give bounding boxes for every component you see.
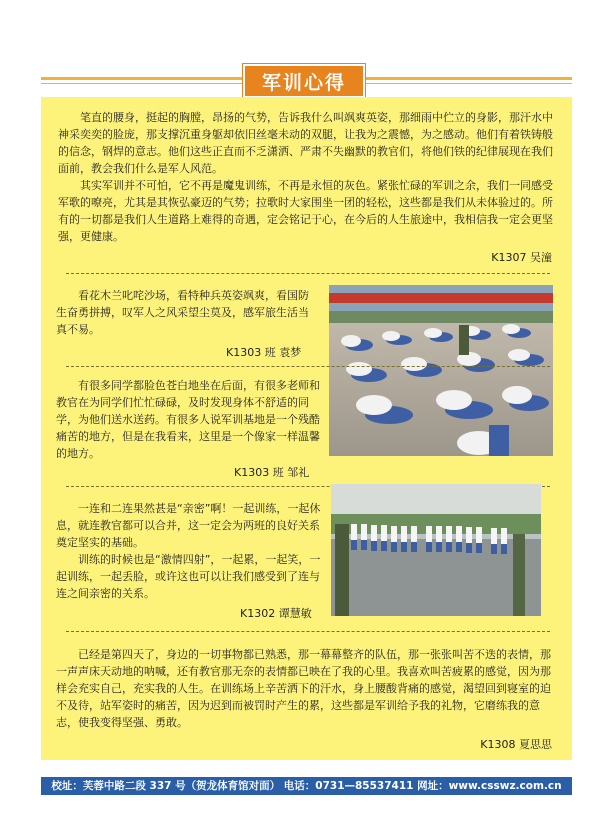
section-5-signature: K1308 夏思思 [480, 738, 552, 751]
section-5-text [56, 646, 553, 731]
section-2-signature: K1303 班 袁梦 [226, 346, 302, 359]
formation-drill-photo [331, 484, 541, 616]
title-badge [243, 64, 365, 98]
formation-drill-image [331, 484, 541, 616]
pushup-training-image [329, 285, 553, 456]
paragraph: 一连和二连果然甚是“亲密”啊！一起训练，一起休息，就连教官都可以合并，这一定会为两班的良好关系奠定坚实的基础。 [56, 502, 321, 549]
paragraph: 已经是第四天了，身边的一切事物都已熟悉，那一幕幕整齐的队伍，那一张张叫苦不迭的表情，那一声声床天动地的呐喊，还有教官那无奈的表情都已映在了我的心里。我喜欢叫苦疲累的感觉，因为那样会充实自己，充实我的人生。在训练场上辛苦洒下的汗水，身上腰酸背痛的感觉，渴望回到寝室的迫不及待，站军姿时的痛苦，因为迟到而被罚时产生的累，这些都是军训给予我的礼物，它磨练我的意志，使我变得坚强、勇敢。 [56, 648, 551, 729]
section-4-signature: K1302 谭慧敏 [240, 607, 312, 620]
paragraph: 其实军训并不可怕，它不再是魔鬼训练，不再是永恒的灰色。紧张忙碌的军训之余，我们一同感受军歌的嘹亮，尤其是其恢弘豪迈的气势；拉歌时大家围坐一团的轻松，这些都是我们从未体验过的。所有的一切都是我们人生道路上难得的奇遇，定会铭记于心，在今后的人生旅途中，我相信我一定会更坚强，更健康。 [58, 179, 553, 243]
section-3-text [56, 377, 320, 462]
paragraph: 笔直的腰身，挺起的胸膛，昂扬的气势，告诉我什么叫飒爽英姿，那细雨中伫立的身影，那汗水中神采奕奕的脸庞，那支撑沉重身躯却依旧丝毫未动的双腿，让我为之震憾，为之感动。他们有着铁铸般的信念，钢焊的意志。他们这些正直而不乏潇洒、严肃不失幽默的教官们，将他们铁的纪律展现在我们面前，教会我们什么是军人风范。 [58, 111, 553, 175]
footer-contact: 校址：芙蓉中路二段 337 号（贺龙体育馆对面） 电话：0731—85537411 网址：www.csswz.com.cn [41, 777, 572, 795]
paragraph: 有很多同学都脸色苍白地坐在后面，有很多老师和教官在为同学们忙忙碌碌，及时发现身体不舒适的同学，为他们送水送药。有很多人说军训基地是一个残酷痛苦的地方，但是在我看来，这里是一个像家一样温馨的地方。 [56, 379, 320, 460]
section-4-text [56, 500, 328, 602]
section-1-signature: K1307 吴潼 [491, 251, 552, 264]
paragraph: 训练的时候也是“激情四射”，一起累，一起笑，一起训练，一起丢脸，或许这也可以让我们感受到了连与连之间亲密的关系。 [56, 553, 321, 600]
page-title: 军训心得 [261, 71, 346, 94]
section-1-text [58, 109, 554, 245]
paragraph: 看花木兰叱咤沙场，看特种兵英姿飒爽，看国防生奋勇拼搏，叹军人之风采望尘莫及，感军旅生活当真不易。 [56, 289, 309, 336]
pushup-training-photo [329, 285, 553, 456]
divider [66, 273, 550, 274]
section-2-text [56, 287, 316, 338]
section-3-signature: K1303 班 邹礼 [234, 466, 310, 479]
divider [66, 631, 550, 632]
divider [66, 366, 550, 367]
